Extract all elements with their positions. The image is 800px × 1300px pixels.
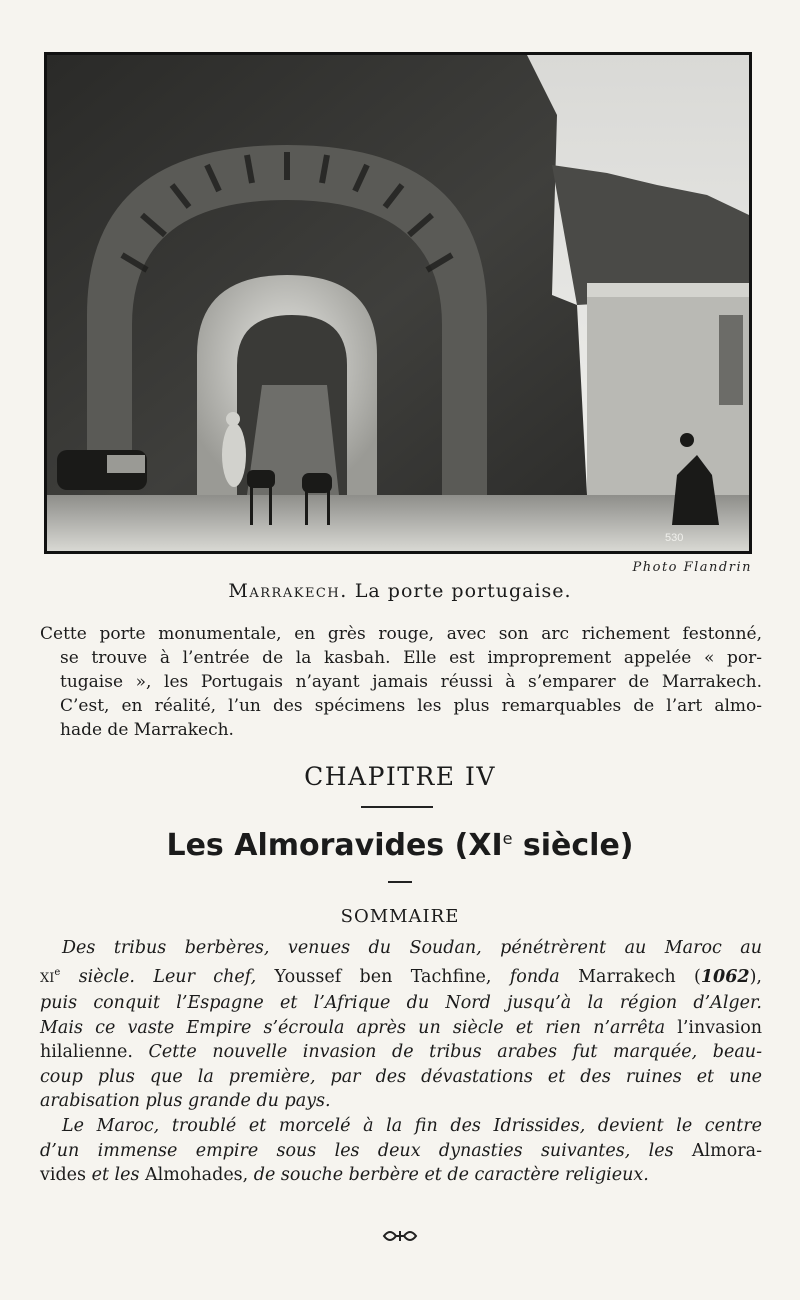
chapter-title xyxy=(0,828,800,863)
chapter-title-end: siècle) xyxy=(512,828,634,863)
sommaire-line: Le Maroc, troublé et morcelé à la fin des Idrissides, devient le centre xyxy=(62,1115,762,1136)
sommaire-segment: vides xyxy=(40,1165,92,1186)
sommaire-segment: Marrakech ( xyxy=(578,966,701,987)
sommaire-segment: Cette nouvelle invasion de tribus arabes fut marquée, beau- xyxy=(148,1042,762,1063)
description-line: Cette porte monumentale, en grès rouge, avec son arc richement festonné, xyxy=(40,624,762,644)
photo-credit: Photo Flandrin xyxy=(632,560,752,575)
caption-text: La porte portugaise. xyxy=(354,580,572,602)
sommaire-segment: Youssef ben Tachfine, xyxy=(274,966,510,987)
sommaire-segment: Almohades, xyxy=(145,1165,254,1186)
chapter-title-main: Les Almoravides (XI xyxy=(166,828,503,863)
fleuron-ornament-icon xyxy=(380,1226,420,1246)
sommaire-segment: 1062 xyxy=(700,966,750,987)
sommaire-segment: Almora- xyxy=(691,1140,762,1161)
description-line: tugaise », les Portugais n’ayant jamais réussi à s’emparer de Marrakech. xyxy=(60,672,762,692)
title-rule xyxy=(388,881,412,883)
chapter-label: CHAPITRE IV xyxy=(304,762,496,791)
sommaire-segment: e xyxy=(54,966,61,978)
sommaire-segment: au xyxy=(721,938,762,958)
description-line: C’est, en réalité, l’un des spécimens les plus remarquables de l’art almo- xyxy=(60,696,762,716)
sommaire-line xyxy=(40,1016,762,1041)
sommaire-body xyxy=(40,936,762,1188)
sommaire-heading: SOMMAIRE xyxy=(340,906,460,927)
sommaire-segment: l’invasion xyxy=(677,1017,762,1038)
sommaire-segment: XI xyxy=(40,970,55,986)
sommaire-line: arabisation plus grande du pays. xyxy=(40,1091,331,1112)
photo-description xyxy=(40,622,762,742)
sommaire-segment: Des tribus berbères, venues du xyxy=(62,938,410,958)
sommaire-segment: , pénétrèrent au xyxy=(476,938,665,958)
photo-caption xyxy=(0,580,800,602)
description-line: hade de Marrakech. xyxy=(60,720,234,740)
sommaire-line xyxy=(40,936,762,961)
sommaire-line xyxy=(40,1163,762,1188)
sommaire-line: coup plus que la première, par des dévastations et des ruines et une xyxy=(40,1066,762,1087)
sommaire-line xyxy=(40,961,762,991)
chapter-rule xyxy=(361,806,433,808)
sommaire-segment: et les xyxy=(91,1165,146,1186)
photo-porte-portugaise xyxy=(44,52,752,554)
sommaire-segment: hilalienne. xyxy=(40,1042,149,1063)
sommaire-segment: de souche berbère et de caractère religieux. xyxy=(253,1165,649,1186)
sommaire-segment: d’un immense empire sous les deux dynasties suivantes, les xyxy=(40,1140,692,1161)
chapter-title-sup: e xyxy=(502,829,513,848)
sommaire-segment: Mais ce vaste Empire s’écroula après un siècle et rien n’arrêta xyxy=(40,1017,678,1038)
sommaire-segment: Maroc xyxy=(664,938,722,958)
sommaire-segment: siècle. Leur chef, xyxy=(60,966,275,987)
sommaire-segment: fonda xyxy=(509,966,579,987)
caption-place: Marrakech. xyxy=(228,580,348,602)
sommaire-segment: ), xyxy=(749,966,762,987)
sommaire-line: puis conquit l’Espagne et l’Afrique du Nord jusqu’à la région d’Alger. xyxy=(40,993,762,1014)
sommaire-line xyxy=(40,1139,762,1164)
description-line: se trouve à l’entrée de la kasbah. Elle est improprement appelée « por- xyxy=(60,648,762,668)
sommaire-segment: Soudan xyxy=(409,938,477,958)
sommaire-line xyxy=(40,1040,762,1065)
plate-number: 530 xyxy=(665,532,684,544)
gate-photograph xyxy=(47,55,749,551)
